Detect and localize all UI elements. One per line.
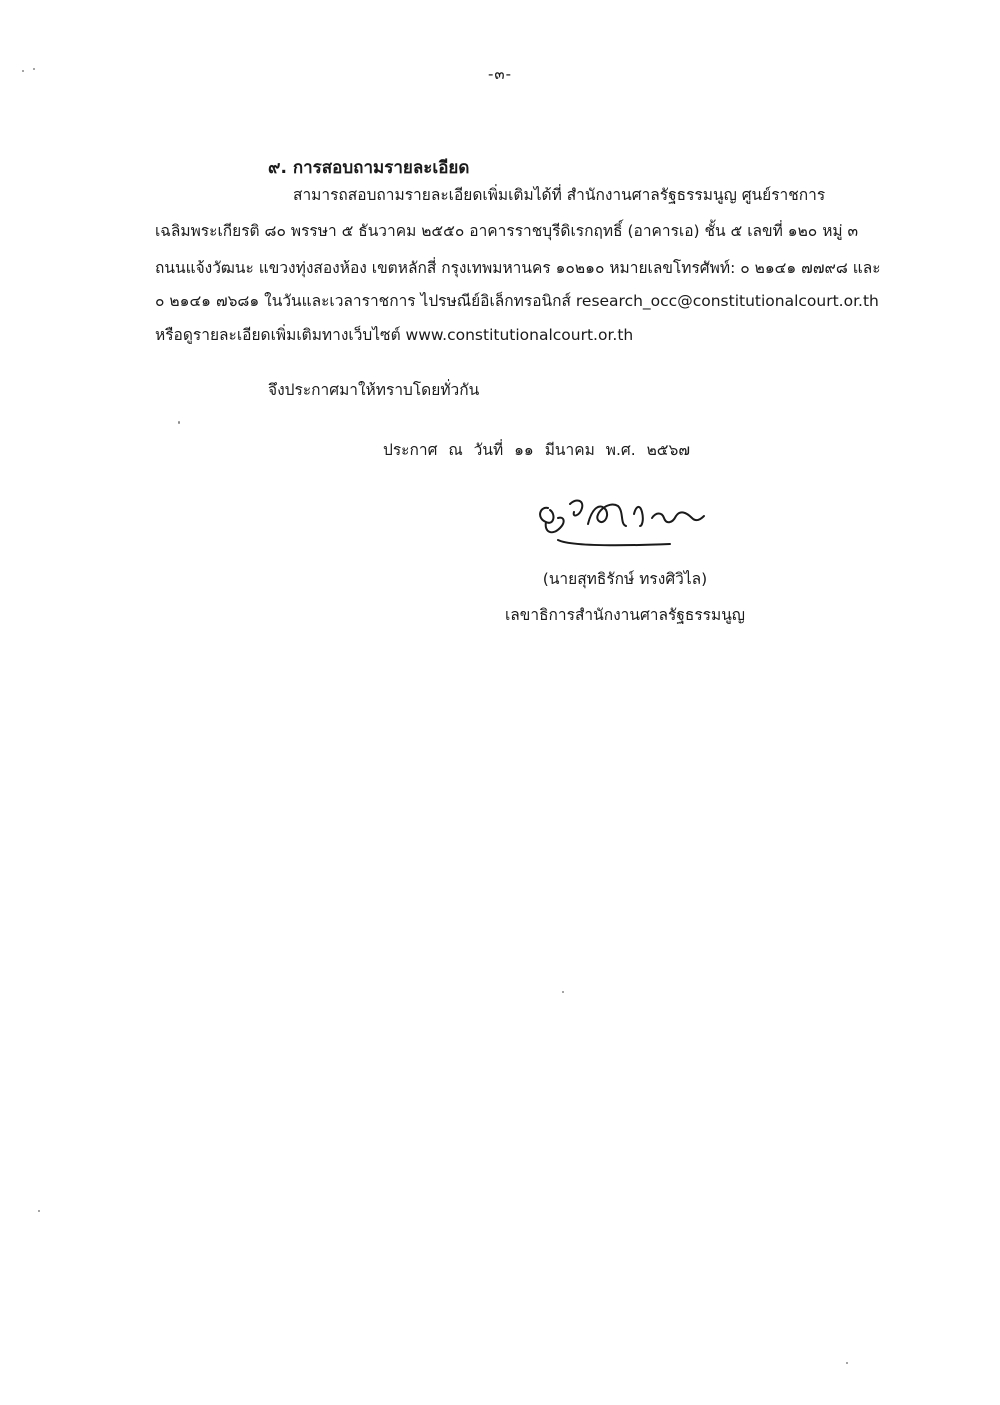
scan-speck bbox=[562, 991, 564, 993]
signatory-name: (นายสุทธิรักษ์ ทรงศิวิไล) bbox=[542, 570, 708, 588]
announcement-date: ประกาศ ณ วันที่ ๑๑ มีนาคม พ.ศ. ๒๕๖๗ bbox=[383, 441, 691, 459]
scan-speck bbox=[178, 421, 180, 424]
body-line-3: ถนนแจ้งวัฒนะ แขวงทุ่งสองห้อง เขตหลักสี่ กรุงเทพมหานคร ๑๐๒๑๐ หมายเลขโทรศัพท์: ๐ ๒๑๔๑ ๗๗๙๘ และ bbox=[155, 259, 881, 277]
body-line-1: สามารถสอบถามรายละเอียดเพิ่มเติมได้ที่ สำนักงานศาลรัฐธรรมนูญ ศูนย์ราชการ bbox=[293, 186, 826, 204]
closing-statement: จึงประกาศมาให้ทราบโดยทั่วกัน bbox=[268, 381, 480, 399]
body-line-4: ๐ ๒๑๔๑ ๗๖๘๑ ในวันและเวลาราชการ ไปรษณีย์อิเล็กทรอนิกส์ research_occ@constitutionalcourt.or.th bbox=[155, 292, 879, 310]
body-line-2: เฉลิมพระเกียรติ ๘๐ พรรษา ๕ ธันวาคม ๒๕๕๐ อาคารราชบุรีดิเรกฤทธิ์ (อาคารเอ) ชั้น ๕ เลขที่ ๑๒๐ หมู่ ๓ bbox=[155, 222, 859, 240]
signatory-title: เลขาธิการสำนักงานศาลรัฐธรรมนูญ bbox=[504, 606, 746, 624]
scan-speck bbox=[22, 70, 24, 72]
scan-speck bbox=[33, 68, 35, 70]
section-heading: ๙. การสอบถามรายละเอียด bbox=[268, 158, 470, 178]
body-line-5: หรือดูรายละเอียดเพิ่มเติมทางเว็บไซต์ www.constitutionalcourt.or.th bbox=[155, 326, 634, 344]
scan-speck bbox=[38, 1210, 40, 1212]
scan-speck bbox=[846, 1362, 848, 1364]
handwritten-signature bbox=[530, 488, 710, 558]
page-number: -๓- bbox=[487, 65, 513, 83]
